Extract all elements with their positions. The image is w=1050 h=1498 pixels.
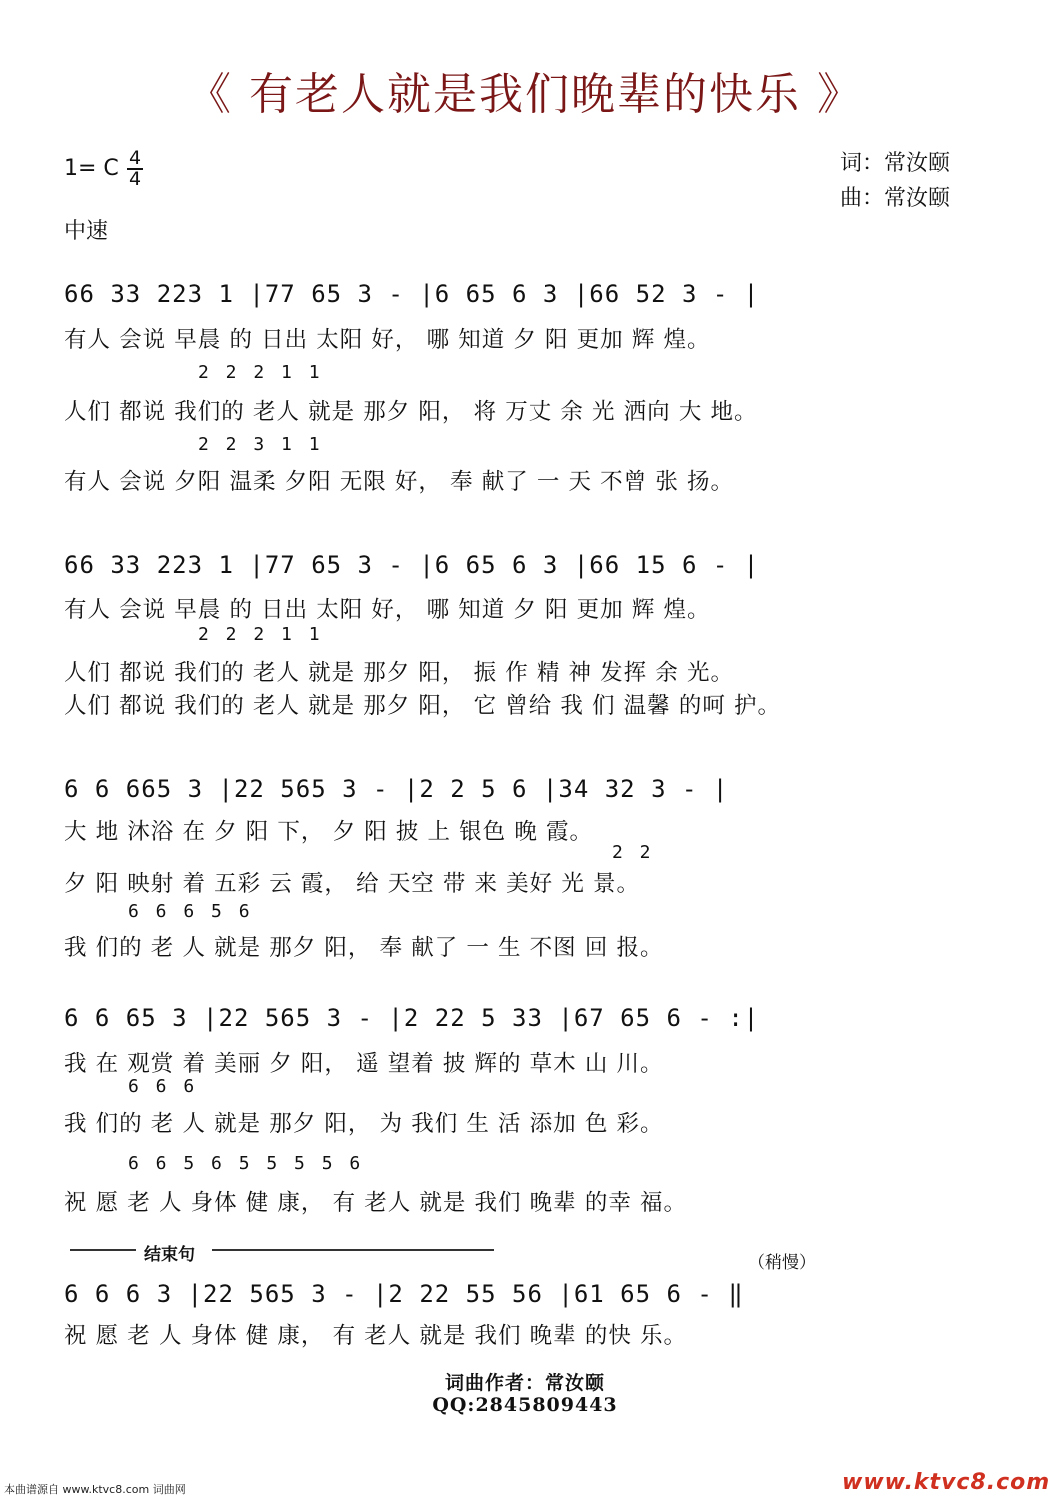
ending-line-right — [212, 1249, 494, 1251]
site-watermark: www.ktvc8.com — [842, 1470, 1050, 1495]
section-4-verse-2-notes: 6 6 6 — [128, 1076, 198, 1097]
time-signature-bottom: 4 — [128, 168, 142, 190]
section-2-verse-2-notes: 2 2 2 1 1 — [198, 624, 323, 645]
section-1-verse-3-notes: 2 2 3 1 1 — [198, 434, 323, 455]
key-signature: 1= C — [64, 156, 119, 181]
section-1-verse-2-notes: 2 2 2 1 1 — [198, 362, 323, 383]
lyricist-credit: 词：常汝颐 — [840, 151, 951, 176]
section-1-verse-3: 有人 会说 夕阳 温柔 夕阳 无限 好， 奉 献了 一 天 不曾 张 扬。 — [64, 469, 734, 495]
source-watermark: 本曲谱源自 www.ktvc8.com 词曲网 — [4, 1483, 186, 1496]
section-1-notes: 66 33 223 1 |77 65 3 - |6 65 6 3 |66 52 3 - | — [64, 280, 760, 308]
section-4-verse-2: 我 们的 老 人 就是 那夕 阳， 为 我们 生 活 添加 色 彩。 — [64, 1111, 664, 1137]
section-4-notes: 6 6 65 3 |22 565 3 - |2 22 5 33 |67 65 6 - :| — [64, 1004, 760, 1032]
section-4-verse-3: 祝 愿 老 人 身体 健 康， 有 老人 就是 我们 晚辈 的幸 福。 — [64, 1190, 687, 1216]
page-title: 《 有老人就是我们晚辈的快乐 》 — [187, 69, 863, 120]
section-2-verse-3: 人们 都说 我们的 老人 就是 那夕 阳， 它 曾给 我 们 温馨 的呵 护。 — [64, 693, 781, 719]
ending-lyric: 祝 愿 老 人 身体 健 康， 有 老人 就是 我们 晚辈 的快 乐。 — [64, 1323, 687, 1349]
section-3-verse-2-notes: 2 2 — [612, 842, 654, 863]
tempo-marking: 中速 — [64, 219, 109, 244]
section-3-verse-2: 夕 阳 映射 着 五彩 云 霞， 给 天空 带 来 美好 光 景。 — [64, 871, 640, 897]
slower-marking: （稍慢） — [748, 1253, 816, 1273]
section-3-notes: 6 6 665 3 |22 565 3 - |2 2 5 6 |34 32 3 - | — [64, 775, 729, 803]
ending-label: 结束句 — [144, 1245, 195, 1265]
section-1-verse-2: 人们 都说 我们的 老人 就是 那夕 阳， 将 万丈 余 光 洒向 大 地。 — [64, 399, 758, 425]
section-4-verse-3-notes: 6 6 5 6 5 5 5 5 6 — [128, 1153, 364, 1174]
section-2-verse-2: 人们 都说 我们的 老人 就是 那夕 阳， 振 作 精 神 发挥 余 光。 — [64, 660, 734, 686]
author-qq: QQ:2845809443 — [432, 1394, 618, 1416]
author-credit: 词曲作者：常汝颐 — [444, 1372, 605, 1394]
composer-credit: 曲：常汝颐 — [840, 186, 951, 211]
time-signature-top: 4 — [128, 147, 142, 169]
section-3-verse-3: 我 们的 老 人 就是 那夕 阳， 奉 献了 一 生 不图 回 报。 — [64, 935, 664, 961]
section-1-verse-1: 有人 会说 早晨 的 日出 太阳 好， 哪 知道 夕 阳 更加 辉 煌。 — [64, 327, 711, 353]
section-2-verse-1: 有人 会说 早晨 的 日出 太阳 好， 哪 知道 夕 阳 更加 辉 煌。 — [64, 597, 711, 623]
section-4-verse-1: 我 在 观赏 着 美丽 夕 阳， 遥 望着 披 辉的 草木 山 川。 — [64, 1051, 664, 1077]
ending-line-left — [70, 1249, 136, 1251]
section-2-notes: 66 33 223 1 |77 65 3 - |6 65 6 3 |66 15 6 - | — [64, 551, 760, 579]
time-signature — [127, 147, 143, 190]
ending-notes: 6 6 6 3 |22 565 3 - |2 22 55 56 |61 65 6 - ‖ — [64, 1280, 744, 1308]
section-3-verse-1: 大 地 沐浴 在 夕 阳 下， 夕 阳 披 上 银色 晚 霞。 — [64, 819, 593, 845]
section-3-verse-3-notes: 6 6 6 5 6 — [128, 901, 253, 922]
